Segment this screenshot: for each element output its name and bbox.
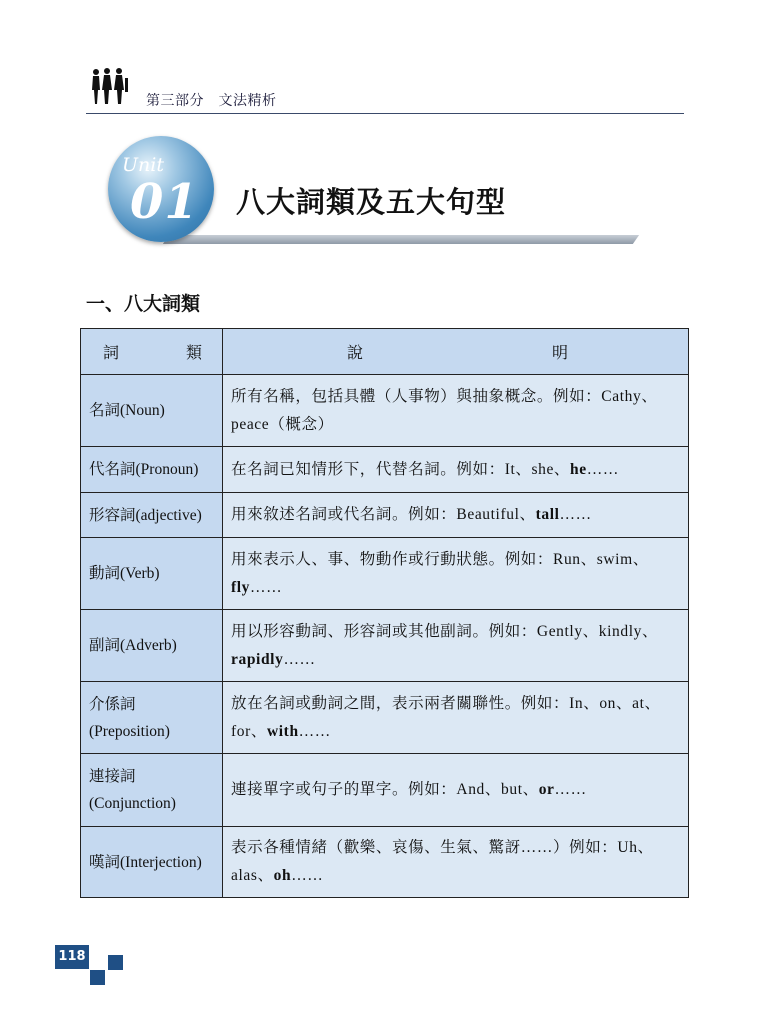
desc-cell: 用以形容動詞、形容詞或其他副詞。例如：Gently、kindly、rapidly…… [223, 610, 689, 682]
header-cell-term: 詞 類 [81, 329, 223, 375]
term-cell: 連接詞 (Conjunction) [81, 754, 223, 827]
table-row [81, 827, 689, 898]
page-header [86, 66, 684, 116]
unit-underline-bar [163, 235, 639, 244]
section-title: 一、八大詞類 [86, 293, 201, 315]
header-cell-desc: 說 明 [223, 329, 689, 375]
page-number: 118 [55, 945, 89, 969]
decor-square [90, 970, 105, 985]
people-silhouette-icon [89, 66, 131, 106]
term-cell: 代名詞(Pronoun) [81, 447, 223, 493]
desc-cell: 用來敘述名詞或代名詞。例如：Beautiful、tall…… [223, 493, 689, 538]
term-cell: 介係詞 (Preposition) [81, 682, 223, 754]
table-row [81, 682, 689, 754]
table-row [81, 610, 689, 682]
unit-label: Unit [122, 154, 164, 176]
header-divider [86, 113, 684, 114]
term-cell: 動詞(Verb) [81, 538, 223, 610]
term-cell: 副詞(Adverb) [81, 610, 223, 682]
term-cell: 名詞(Noun) [81, 375, 223, 447]
table-row [81, 538, 689, 610]
table-header-row [81, 329, 689, 375]
term-cell: 嘆詞(Interjection) [81, 827, 223, 898]
desc-cell: 連接單字或句子的單字。例如：And、but、or…… [223, 754, 689, 827]
desc-cell: 用來表示人、事、物動作或行動狀態。例如：Run、swim、fly…… [223, 538, 689, 610]
unit-banner [106, 134, 646, 249]
word-class-table [80, 328, 689, 898]
unit-number: 01 [130, 174, 199, 230]
desc-cell: 在名詞已知情形下，代替名詞。例如：It、she、he…… [223, 447, 689, 493]
desc-cell: 表示各種情緒（歡樂、哀傷、生氣、驚訝……）例如：Uh、alas、oh…… [223, 827, 689, 898]
desc-cell: 放在名詞或動詞之間，表示兩者關聯性。例如：In、on、at、for、with…… [223, 682, 689, 754]
unit-badge [108, 136, 214, 242]
table-row [81, 375, 689, 447]
term-cell: 形容詞(adjective) [81, 493, 223, 538]
table-row [81, 447, 689, 493]
table-row [81, 754, 689, 827]
decor-square [108, 955, 123, 970]
desc-cell: 所有名稱，包括具體（人事物）與抽象概念。例如：Cathy、peace（概念） [223, 375, 689, 447]
unit-title: 八大詞類及五大句型 [236, 185, 507, 219]
part-title: 第三部分 文法精析 [146, 93, 277, 109]
table-row [81, 493, 689, 538]
